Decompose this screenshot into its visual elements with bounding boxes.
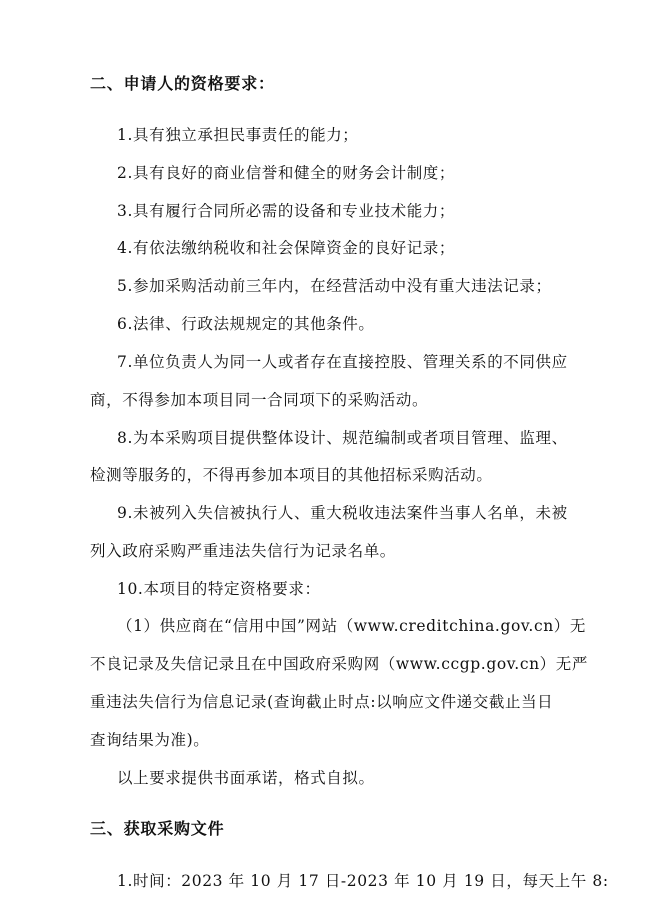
document-acquisition-time: 1.时间：2023 年 10 月 17 日-2023 年 10 月 19 日，每天上午 8: bbox=[117, 872, 609, 890]
written-commitment-note: 以上要求提供书面承诺，格式自拟。 bbox=[117, 769, 375, 787]
qualification-item-3: 3.具有履行合同所必需的设备和专业技术能力； bbox=[117, 202, 455, 220]
section-heading-applicant-qualifications: 二、申请人的资格要求： bbox=[90, 74, 275, 93]
section-heading-obtain-documents: 三、获取采购文件 bbox=[90, 819, 225, 838]
qualification-item-10: 10.本项目的特定资格要求： bbox=[117, 580, 321, 598]
qualification-item-8-line-1: 8.为本采购项目提供整体设计、规范编制或者项目管理、监理、 bbox=[117, 429, 568, 447]
qualification-item-9-line-2: 列入政府采购严重违法失信行为记录名单。 bbox=[90, 542, 396, 560]
qualification-item-9-line-1: 9.未被列入失信被执行人、重大税收违法案件当事人名单，未被 bbox=[117, 504, 568, 522]
specific-requirement-1-line-4: 查询结果为准)。 bbox=[90, 731, 210, 749]
qualification-item-1: 1.具有独立承担民事责任的能力； bbox=[117, 126, 359, 144]
specific-requirement-1-line-2: 不良记录及失信记录且在中国政府采购网（www.ccgp.gov.cn）无严 bbox=[90, 655, 588, 673]
qualification-item-4: 4.有依法缴纳税收和社会保障资金的良好记录； bbox=[117, 239, 455, 257]
specific-requirement-1-line-1: （1）供应商在“信用中国”网站（www.creditchina.gov.cn）无 bbox=[117, 617, 587, 635]
specific-requirement-1-line-3: 重违法失信行为信息记录(查询截止时点:以响应文件递交截止当日 bbox=[90, 693, 554, 711]
qualification-item-8-line-2: 检测等服务的，不得再参加本项目的其他招标采购活动。 bbox=[90, 466, 493, 484]
qualification-item-7-line-2: 商，不得参加本项目同一合同项下的采购活动。 bbox=[90, 391, 429, 409]
qualification-item-5: 5.参加采购活动前三年内，在经营活动中没有重大违法记录； bbox=[117, 277, 552, 295]
qualification-item-2: 2.具有良好的商业信誉和健全的财务会计制度； bbox=[117, 164, 455, 182]
qualification-item-7-line-1: 7.单位负责人为同一人或者存在直接控股、管理关系的不同供应 bbox=[117, 353, 568, 371]
qualification-item-6: 6.法律、行政法规规定的其他条件。 bbox=[117, 315, 375, 333]
